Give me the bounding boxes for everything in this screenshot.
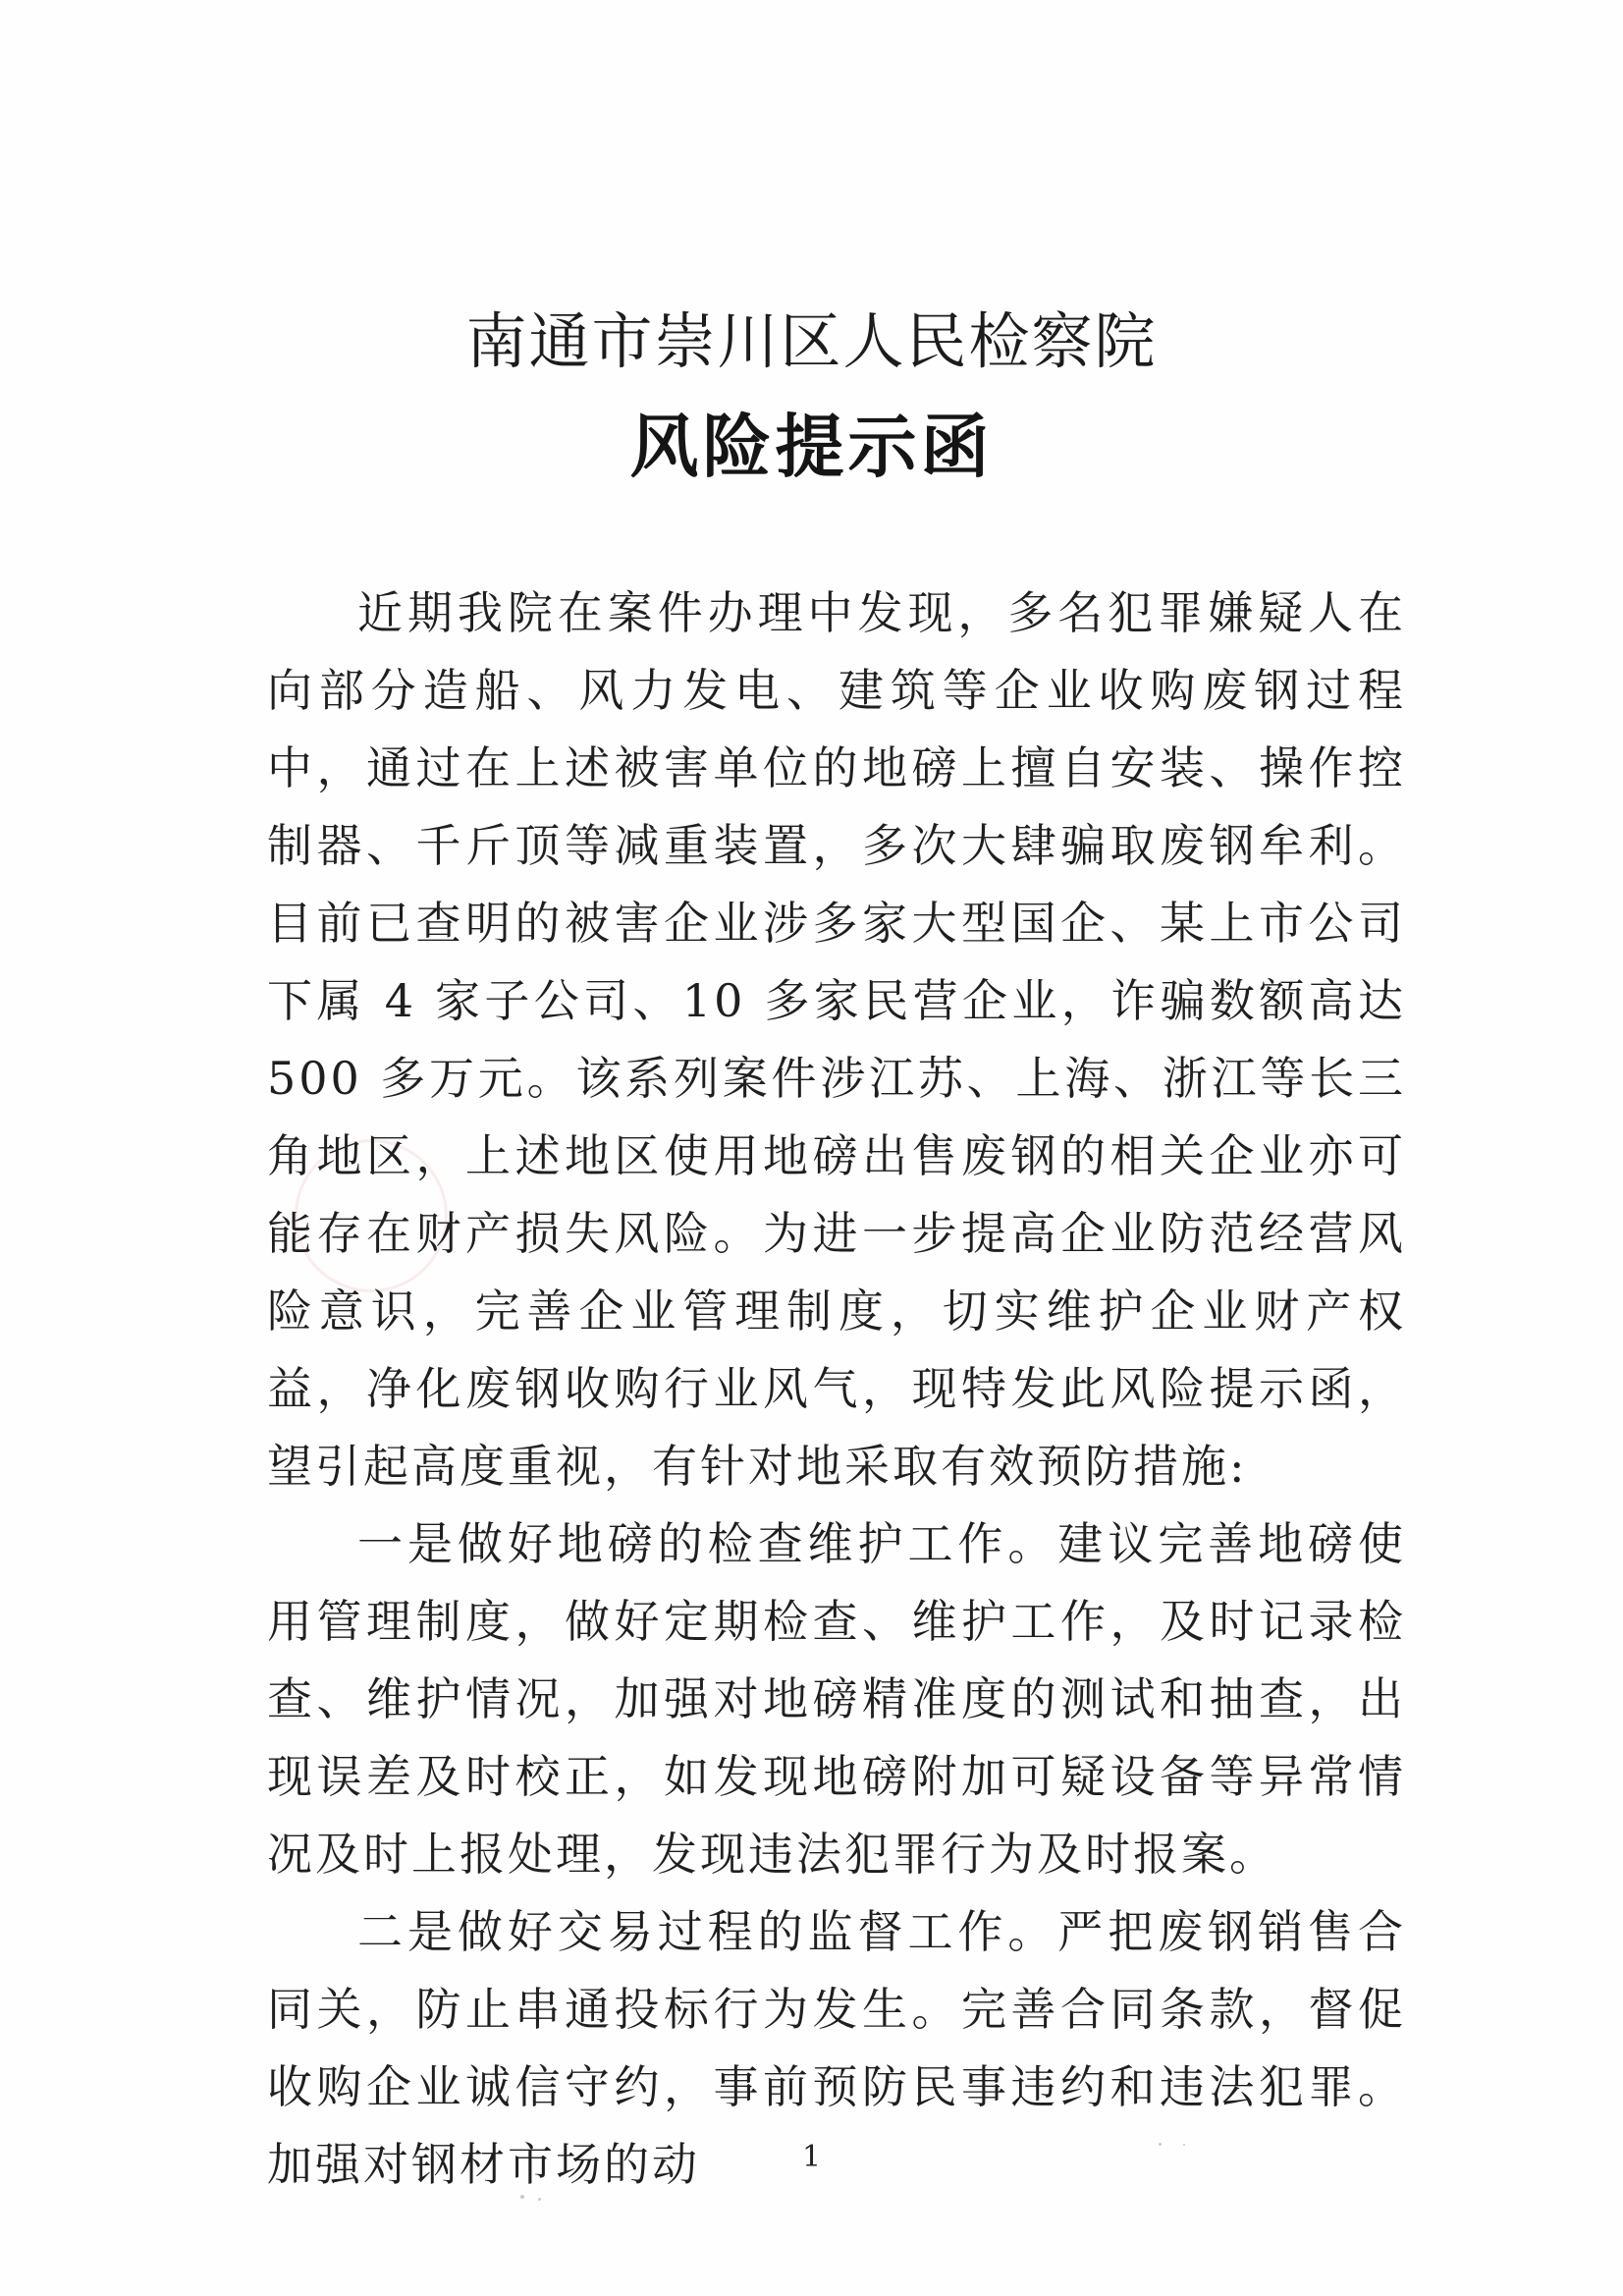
document-title: 风险提示函 (629, 407, 994, 487)
scan-speck (538, 2198, 541, 2201)
paragraph-measure-2: 二是做好交易过程的监督工作。严把废钢销售合同关，防止串通投标行为发生。完善合同条款，督促收购企业诚信守约，事前预防民事违约和违法犯罪。加强对钢材市场的动 (267, 1905, 1406, 2191)
scan-speck (520, 2195, 524, 2199)
paragraph-measure-1: 一是做好地磅的检查维护工作。建议完善地磅使用管理制度，做好定期检查、维护工作，及时记录检查、维护情况，加强对地磅精准度的测试和抽查，出现误差及时校正，如发现地磅附加可疑设备等异常情况及时上报处理，发现违法犯罪行为及时报案。 (267, 1517, 1406, 1881)
scan-speck (1159, 2143, 1162, 2146)
page-number: 1 (801, 2140, 822, 2174)
document-body (267, 574, 1406, 2204)
paragraph-intro: 近期我院在案件办理中发现，多名犯罪嫌疑人在向部分造船、风力发电、建筑等企业收购废钢过程中，通过在上述被害单位的地磅上擅自安装、操作控制器、千斤顶等减重装置，多次大肆骗取废钢牟利。目前已查明的被害企业涉多家大型国企、某上市公司下属 4 家子公司、10 多家民营企业，诈骗数额高达 500 多万元。该系列案件涉江苏、上海、浙江等长三角地区，上述地区使用地磅出售废钢的相关企业亦可能存在财产损失风险。为进一步提高企业防范经营风险意识，完善企业管理制度，切实维护企业财产权益，净化废钢收购行业风气，现特发此风险提示函，望引起高度重视，有针对地采取有效预防措施: (267, 586, 1406, 1493)
organization-title: 南通市崇川区人民检察院 (465, 305, 1158, 377)
scan-speck (1183, 2144, 1185, 2146)
